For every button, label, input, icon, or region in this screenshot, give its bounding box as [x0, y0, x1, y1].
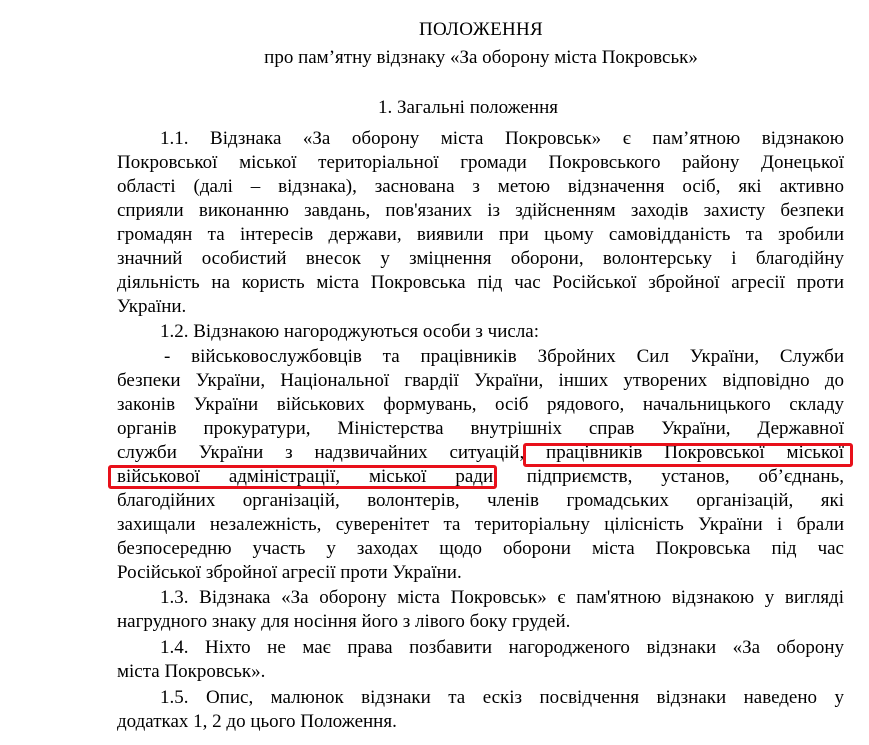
paragraph-line: міста Покровськ». [117, 661, 266, 682]
paragraph-line: громадян та інтересів держави, виявили при цьому самовідданість та зробили [117, 224, 844, 245]
highlight-box [108, 465, 497, 489]
document-subtitle: про пам’ятну відзнаку «За оборону міста Покровськ» [264, 47, 698, 68]
paragraph-line: діяльність на користь міста Покровська під час Російської збройної агресії проти [117, 272, 844, 293]
paragraph-line: нагрудного знаку для носіння його з лівого боку грудей. [117, 611, 571, 632]
paragraph-line: благодійних організацій, волонтерів, членів громадських організацій, які [117, 490, 844, 511]
paragraph-line: 1.4. Ніхто не має права позбавити нагородженого відзнаки «За оборону [160, 637, 844, 658]
paragraph-line: органів прокуратури, Міністерства внутрішніх справ України, Державної [117, 418, 844, 439]
paragraph-line: додатках 1, 2 до цього Положення. [117, 711, 397, 732]
paragraph-line: 1.5. Опис, малюнок відзнаки та ескіз посвідчення відзнаки наведено у [160, 687, 844, 708]
paragraph-line: безпеки України, Національної гвардії України, інших утворених відповідно до [117, 370, 844, 391]
paragraph-line: сприяли виконанню завдань, пов'язаних із здійсненням заходів захисту безпеки [117, 200, 844, 221]
paragraph-line: захищали незалежність, суверенітет та територіальну цілісність України і брали [117, 514, 844, 535]
paragraph-line: України. [117, 296, 187, 317]
paragraph-line: 1.2. Відзнакою нагороджуються особи з числа: [160, 321, 540, 342]
paragraph-line: військової адміністрації, міської ради, підприємств, установ, об’єднань, [117, 466, 844, 487]
paragraph-line: 1.1. Відзнака «За оборону міста Покровськ» є пам’ятною відзнакою [160, 128, 844, 149]
paragraph-line: значний особистий внесок у зміцнення оборони, волонтерську і благодійну [117, 248, 844, 269]
document-title: ПОЛОЖЕННЯ [418, 19, 544, 40]
paragraph-line: служби України з надзвичайних ситуацій, працівників Покровської міської [117, 442, 844, 463]
paragraph-line: - військовослужбовців та працівників Збройних Сил України, Служби [164, 346, 844, 367]
paragraph-line: Російської збройної агресії проти України. [117, 562, 462, 583]
paragraph-line: 1.3. Відзнака «За оборону міста Покровськ» є пам'ятною відзнакою у вигляді [160, 587, 844, 608]
paragraph-line: області (далі – відзнака), заснована з метою відзначення осіб, які активно [117, 176, 844, 197]
highlight-box [523, 443, 853, 467]
section-heading: 1. Загальні положення [378, 97, 558, 118]
paragraph-line: Покровської міської територіальної громади Покровського району Донецької [117, 152, 844, 173]
paragraph-line: безпосередню участь у заходах щодо оборони міста Покровська під час [117, 538, 844, 559]
paragraph-line: законів України військових формувань, осіб рядового, начальницького складу [117, 394, 844, 415]
